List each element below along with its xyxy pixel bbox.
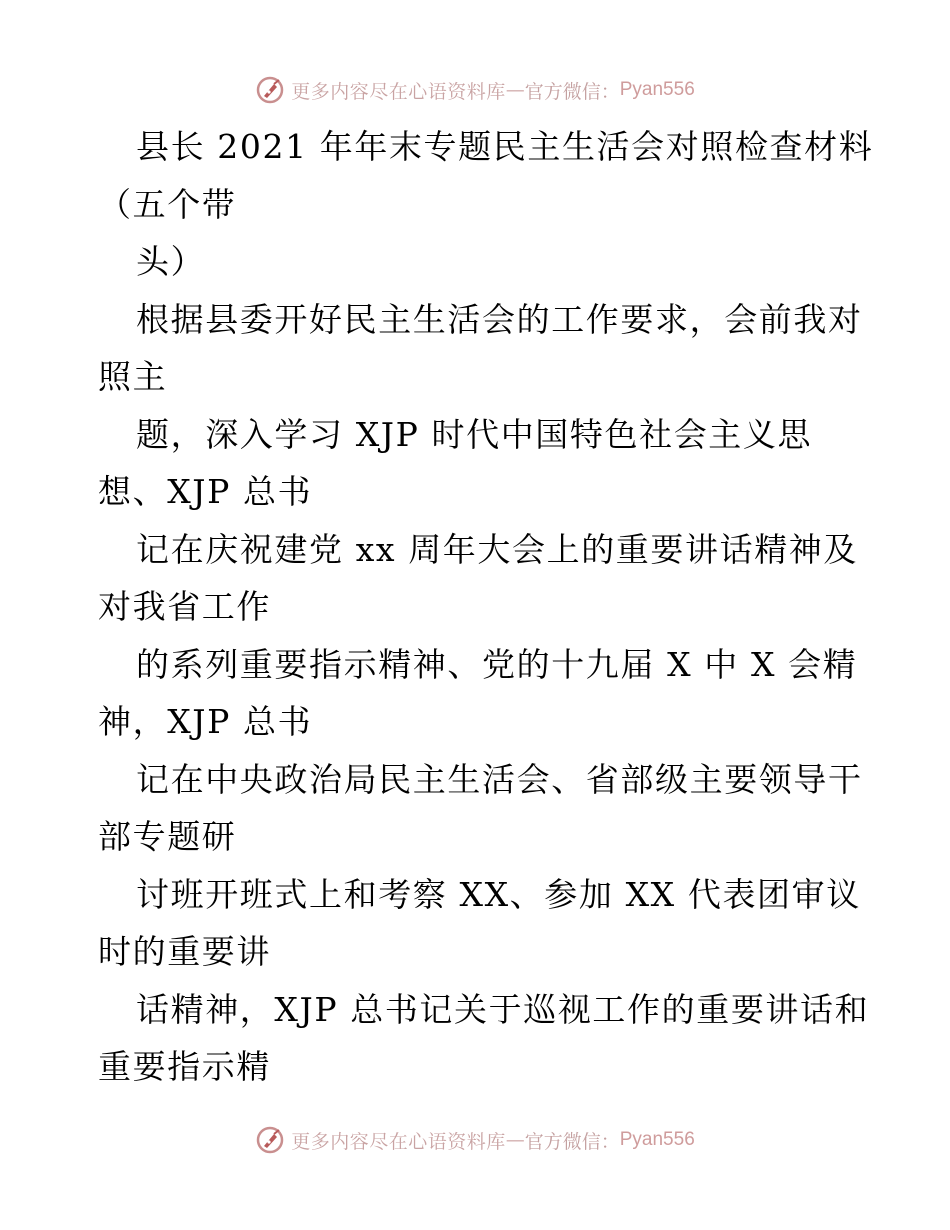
text-line: 题，深入学习 XJP 时代中国特色社会主义思 <box>136 414 813 454</box>
pen-nib-circle-icon <box>255 75 285 105</box>
header-watermark <box>0 72 950 108</box>
text-line: 时的重要讲 <box>98 932 271 971</box>
watermark-dash: — <box>505 1129 525 1151</box>
watermark-wechat-id: Pyan556 <box>619 1129 695 1150</box>
text-line: 对我省工作 <box>98 587 271 626</box>
watermark-main-text: 更多内容尽在心语资料库 <box>291 1130 506 1153</box>
text-line: 重要指示精 <box>98 1047 271 1086</box>
watermark-main-text: 更多内容尽在心语资料库 <box>291 80 506 103</box>
text-line: （五个带 <box>98 184 237 224</box>
text-line: 县长 2021 年年末专题民主生活会对照检查材料 <box>136 127 874 166</box>
watermark-wechat-id: Pyan556 <box>619 79 695 100</box>
text-line: 部专题研 <box>98 817 237 856</box>
watermark-sub-text: 官方微信： <box>524 1130 620 1153</box>
text-line: 记在庆祝建党 xx 周年大会上的重要讲话精神及 <box>136 529 859 569</box>
text-line: 的系列重要指示精神、党的十九届 X 中 X 会精 <box>136 644 858 684</box>
text-line: 想、XJP 总书 <box>98 472 313 511</box>
text-line: 话精神，XJP 总书记关于巡视工作的重要讲话和 <box>136 989 870 1029</box>
text-line: 记在中央政治局民主生活会、省部级主要领导干 <box>136 759 863 799</box>
text-line: 根据县委开好民主生活会的工作要求，会前我对 <box>136 299 863 339</box>
text-line: 讨班开班式上和考察 XX、参加 XX 代表团审议 <box>136 874 861 914</box>
watermark-sub-text: 官方微信： <box>524 80 620 103</box>
pen-nib-circle-icon <box>255 1125 285 1155</box>
document-body <box>98 118 874 1096</box>
text-line: 照主 <box>98 357 168 396</box>
footer-watermark <box>0 1122 950 1158</box>
watermark-dash: — <box>505 79 525 101</box>
text-line: 神，XJP 总书 <box>98 702 313 741</box>
text-line: 头） <box>136 242 206 281</box>
